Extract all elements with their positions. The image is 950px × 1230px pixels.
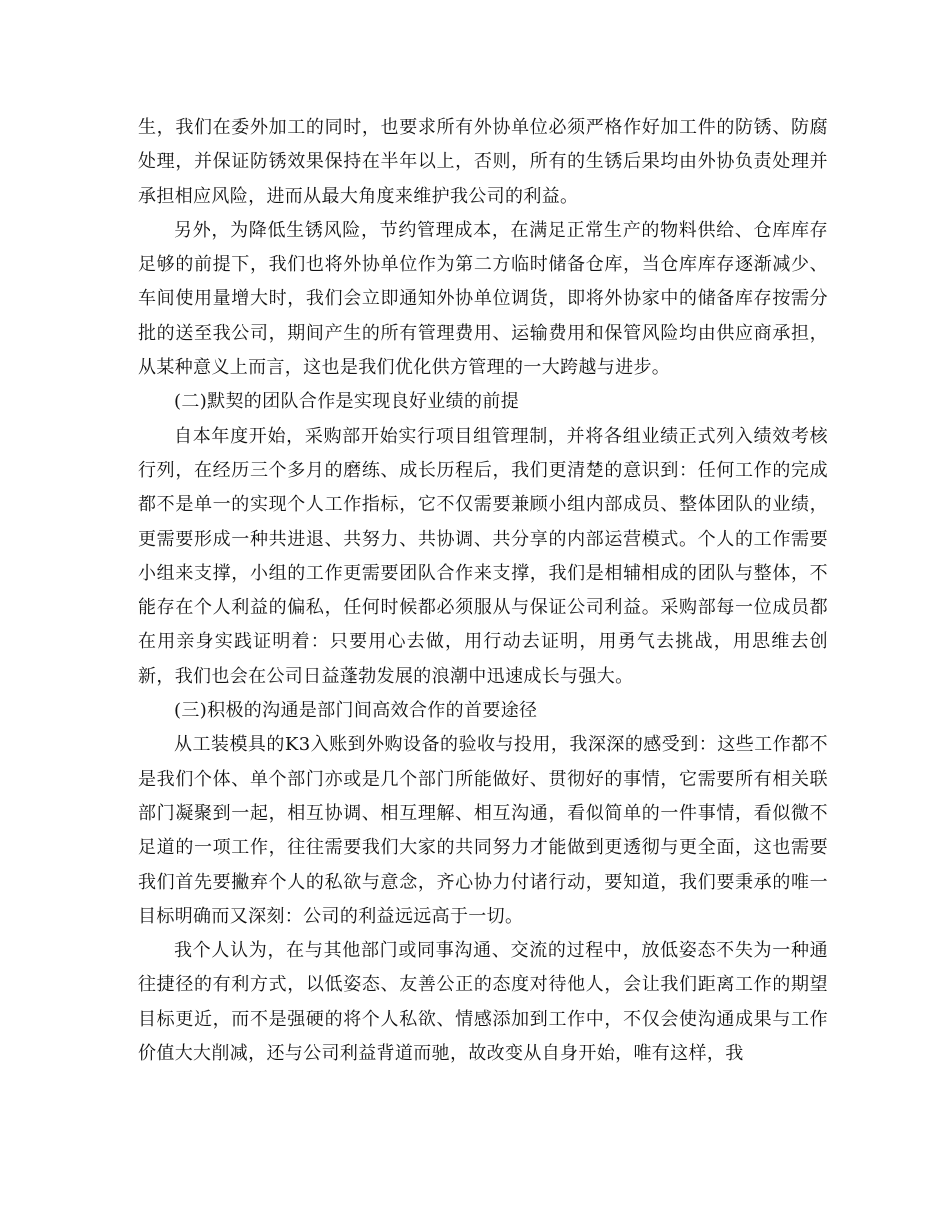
paragraph-teamwork: 自本年度开始，采购部开始实行项目组管理制，并将各组业绩正式列入绩效考核行列，在经历三个多月的磨练、成长历程后，我们更清楚的意识到：任何工作的完成都不是单一的实现个人工作指标，它不仅需要兼顾小组内部成员、整体团队的业绩，更需要形成一种共进退、共努力、共协调、共分享的内部运营模式。个人的工作需要小组来支撑，小组的工作更需要团队合作来支撑，我们是相辅相成的团队与整体，不能存在个人利益的偏私，任何时候都必须服从与保证公司利益。采购部每一位成员都在用亲身实践证明着：只要用心去做，用行动去证明，用勇气去挑战，用思维去创新，我们也会在公司日益蓬勃发展的浪潮中迅速成长与强大。 [138, 425, 828, 687]
paragraph-inventory-buffer: 另外，为降低生锈风险，节约管理成本，在满足正常生产的物料供给、仓库库存足够的前提下，我们也将外协单位作为第二方临时储备仓库，当仓库库存逐渐减少、车间使用量增大时，我们会立即通知外协单位调货，即将外协家中的储备库存按需分批的送至我公司，期间产生的所有管理费用、运输费用和保管风险均由供应商承担，从某种意义上而言，这也是我们优化供方管理的一大跨越与进步。 [138, 219, 828, 379]
section-heading-communication: (三)积极的沟通是部门间高效合作的首要途径 [174, 700, 538, 722]
paragraph-personal-view: 我个人认为，在与其他部门或同事沟通、交流的过程中，放低姿态不失为一种通往捷径的有利方式，以低姿态、友善公正的态度对待他人，会让我们距离工作的期望目标更近，而不是强硬的将个人私欲、情感添加到工作中，不仅会使沟通成果与工作价值大大削减，还与公司利益背道而驰，故改变从自身开始，唯有这样，我 [138, 940, 828, 1065]
document-body [138, 111, 828, 1071]
paragraph-communication: 从工装模具的K3入账到外购设备的验收与投用，我深深的感受到：这些工作都不是我们个体、单个部门亦或是几个部门所能做好、贯彻好的事情，它需要所有相关联部门凝聚到一起，相互协调、相互理解、相互沟通，看似简单的一件事情，看似微不足道的一项工作，往往需要我们大家的共同努力才能做到更透彻与更全面，这也需要我们首先要撇弃个人的私欲与意念，齐心协力付诸行动，要知道，我们要秉承的唯一目标明确而又深刻：公司的利益远远高于一切。 [138, 734, 828, 927]
paragraph-continuation: 生，我们在委外加工的同时，也要求所有外协单位必须严格作好加工件的防锈、防腐处理，并保证防锈效果保持在半年以上，否则，所有的生锈后果均由外协负责处理并承担相应风险，进而从最大角度来维护我公司的利益。 [138, 117, 828, 207]
section-heading-teamwork: (二)默契的团队合作是实现良好业绩的前提 [174, 391, 520, 413]
